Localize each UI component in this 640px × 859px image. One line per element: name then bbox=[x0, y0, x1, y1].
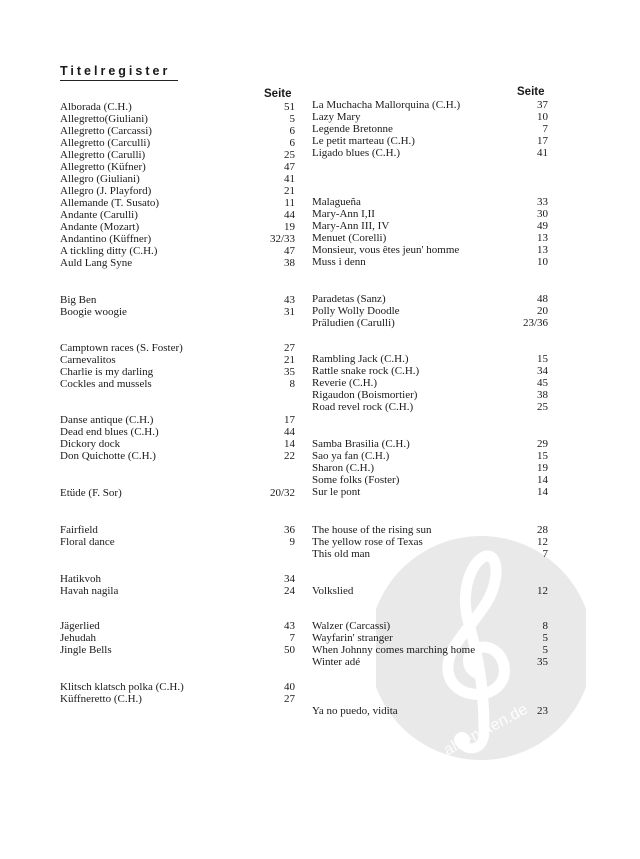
entry-title: Alborada (C.H.) bbox=[60, 101, 132, 113]
entry-title: Mary-Ann III, IV bbox=[312, 220, 390, 232]
index-entry bbox=[312, 438, 548, 450]
entry-page: 50 bbox=[284, 644, 295, 656]
entry-page: 34 bbox=[284, 573, 295, 585]
entry-title: Rigaudon (Boismortier) bbox=[312, 389, 418, 401]
entry-title: Präludien (Carulli) bbox=[312, 317, 395, 329]
index-entry bbox=[312, 656, 548, 668]
index-entry bbox=[60, 366, 295, 378]
entry-page: 29 bbox=[537, 438, 548, 450]
entry-title: Allegretto(Giuliani) bbox=[60, 113, 148, 125]
index-entry bbox=[60, 245, 295, 257]
index-entry bbox=[312, 450, 548, 462]
entry-page: 31 bbox=[284, 306, 295, 318]
entry-page: 32/33 bbox=[269, 233, 295, 245]
entry-title: Sur le pont bbox=[312, 486, 361, 498]
index-entry bbox=[60, 161, 295, 173]
entry-page: 41 bbox=[284, 173, 295, 185]
entry-page: 14 bbox=[284, 438, 295, 450]
index-entry bbox=[60, 113, 295, 125]
left-column bbox=[60, 0, 295, 859]
entry-title: Mary-Ann I,II bbox=[312, 208, 375, 220]
entry-title: Le petit marteau (C.H.) bbox=[312, 135, 415, 147]
entry-title: Auld Lang Syne bbox=[60, 257, 133, 269]
entry-page: 5 bbox=[542, 632, 548, 644]
entry-title: Allemande (T. Susato) bbox=[60, 197, 160, 209]
index-entry bbox=[60, 585, 295, 597]
entry-title: Volkslied bbox=[312, 585, 354, 597]
entry-page: 21 bbox=[284, 185, 295, 197]
index-entry bbox=[312, 524, 548, 536]
entry-title: Monsieur, vous êtes jeun' homme bbox=[312, 244, 460, 256]
entry-page: 45 bbox=[537, 377, 548, 389]
index-entry bbox=[60, 125, 295, 137]
entry-title: Boogie woogie bbox=[60, 306, 127, 318]
entry-title: Polly Wolly Doodle bbox=[312, 305, 400, 317]
index-entry bbox=[312, 147, 548, 159]
entry-page: 20 bbox=[537, 305, 548, 317]
index-entry bbox=[312, 585, 548, 597]
index-entry bbox=[312, 293, 548, 305]
entry-page: 36 bbox=[284, 524, 295, 536]
index-entry bbox=[60, 524, 295, 536]
index-entry bbox=[60, 233, 295, 245]
entry-title: Reverie (C.H.) bbox=[312, 377, 378, 389]
index-entry bbox=[312, 620, 548, 632]
entry-title: Samba Brasilia (C.H.) bbox=[312, 438, 410, 450]
entry-title: Havah nagila bbox=[60, 585, 119, 597]
entry-title: Road revel rock (C.H.) bbox=[312, 401, 414, 413]
entry-page: 35 bbox=[537, 656, 548, 668]
entry-title: Malagueña bbox=[312, 196, 361, 208]
entry-title: Floral dance bbox=[60, 536, 115, 548]
entry-page: 44 bbox=[284, 209, 295, 221]
entry-page: 35 bbox=[284, 366, 295, 378]
index-entry bbox=[60, 137, 295, 149]
index-entry bbox=[60, 378, 295, 390]
entry-page: 25 bbox=[537, 401, 548, 413]
index-entry bbox=[60, 414, 295, 426]
entry-title: Ya no puedo, vidita bbox=[312, 705, 398, 717]
entry-title: Winter adé bbox=[312, 656, 361, 668]
index-entry bbox=[312, 389, 548, 401]
entry-page: 43 bbox=[284, 620, 295, 632]
entry-title: Küffneretto (C.H.) bbox=[60, 693, 142, 705]
index-entry bbox=[312, 377, 548, 389]
entry-title: Klitsch klatsch polka (C.H.) bbox=[60, 681, 184, 693]
entry-title: Wayfarin' stranger bbox=[312, 632, 393, 644]
index-entry bbox=[60, 620, 295, 632]
entry-page: 6 bbox=[289, 125, 295, 137]
entry-page: 15 bbox=[537, 353, 548, 365]
entry-page: 15 bbox=[537, 450, 548, 462]
index-entry bbox=[60, 426, 295, 438]
index-entry bbox=[312, 462, 548, 474]
entry-page: 38 bbox=[537, 389, 548, 401]
index-entry bbox=[312, 99, 548, 111]
entry-page: 13 bbox=[537, 244, 548, 256]
entry-title: Cockles and mussels bbox=[60, 378, 152, 390]
index-entry bbox=[60, 573, 295, 585]
index-entry bbox=[312, 644, 548, 656]
entry-title: Allegretto (Carcassi) bbox=[60, 125, 152, 137]
entry-page: 27 bbox=[284, 342, 295, 354]
page-title: Titelregister bbox=[60, 64, 171, 78]
entry-title: Etüde (F. Sor) bbox=[60, 487, 122, 499]
entry-page: 7 bbox=[289, 632, 295, 644]
entry-page: 33 bbox=[537, 196, 548, 208]
entry-page: 28 bbox=[537, 524, 548, 536]
index-entry bbox=[312, 353, 548, 365]
index-entry bbox=[312, 256, 548, 268]
index-entry bbox=[60, 221, 295, 233]
entry-page: 49 bbox=[537, 220, 548, 232]
index-entry bbox=[60, 197, 295, 209]
entry-page: 19 bbox=[537, 462, 548, 474]
index-entry bbox=[60, 632, 295, 644]
entry-page: 11 bbox=[284, 197, 295, 209]
index-entry bbox=[60, 681, 295, 693]
index-entry bbox=[60, 149, 295, 161]
entry-page: 41 bbox=[537, 147, 548, 159]
index-entry bbox=[60, 209, 295, 221]
entry-page: 27 bbox=[284, 693, 295, 705]
entry-page: 51 bbox=[284, 101, 295, 113]
seite-header-right: Seite bbox=[517, 86, 545, 98]
entry-title: Dickory dock bbox=[60, 438, 121, 450]
entry-page: 17 bbox=[537, 135, 548, 147]
entry-page: 7 bbox=[542, 548, 548, 560]
entry-title: Rattle snake rock (C.H.) bbox=[312, 365, 420, 377]
entry-page: 47 bbox=[284, 245, 295, 257]
entry-title: Andantino (Küffner) bbox=[60, 233, 152, 245]
entry-page: 43 bbox=[284, 294, 295, 306]
entry-page: 40 bbox=[284, 681, 295, 693]
entry-title: Big Ben bbox=[60, 294, 97, 306]
entry-page: 37 bbox=[537, 99, 548, 111]
entry-page: 8 bbox=[289, 378, 295, 390]
index-entry bbox=[312, 220, 548, 232]
entry-page: 30 bbox=[537, 208, 548, 220]
entry-title: Fairfield bbox=[60, 524, 98, 536]
entry-page: 47 bbox=[284, 161, 295, 173]
index-entry bbox=[60, 450, 295, 462]
entry-page: 5 bbox=[542, 644, 548, 656]
index-entry bbox=[312, 401, 548, 413]
entry-title: This old man bbox=[312, 548, 371, 560]
seite-header-left: Seite bbox=[264, 88, 292, 100]
entry-title: Sao ya fan (C.H.) bbox=[312, 450, 390, 462]
entry-title: Rambling Jack (C.H.) bbox=[312, 353, 409, 365]
entry-page: 20/32 bbox=[269, 487, 295, 499]
index-entry bbox=[312, 208, 548, 220]
entry-page: 25 bbox=[284, 149, 295, 161]
entry-page: 12 bbox=[537, 536, 548, 548]
entry-page: 8 bbox=[542, 620, 548, 632]
entry-page: 17 bbox=[284, 414, 295, 426]
index-entry bbox=[312, 705, 548, 717]
entry-page: 10 bbox=[537, 256, 548, 268]
entry-page: 10 bbox=[537, 111, 548, 123]
index-entry bbox=[60, 342, 295, 354]
index-entry bbox=[312, 365, 548, 377]
entry-title: Allegro (J. Playford) bbox=[60, 185, 152, 197]
index-entry bbox=[60, 354, 295, 366]
entry-title: The yellow rose of Texas bbox=[312, 536, 423, 548]
entry-page: 13 bbox=[537, 232, 548, 244]
entry-title: Camptown races (S. Foster) bbox=[60, 342, 183, 354]
watermark-text: alle-noten.de bbox=[441, 700, 531, 760]
index-entry bbox=[312, 632, 548, 644]
index-entry bbox=[312, 111, 548, 123]
index-entry bbox=[60, 536, 295, 548]
entry-title: Charlie is my darling bbox=[60, 366, 154, 378]
entry-title: Danse antique (C.H.) bbox=[60, 414, 154, 426]
index-entry bbox=[60, 438, 295, 450]
entry-title: Don Quichotte (C.H.) bbox=[60, 450, 156, 462]
entry-page: 6 bbox=[289, 137, 295, 149]
index-entry bbox=[60, 644, 295, 656]
index-entry bbox=[60, 487, 295, 499]
entry-page: 23/36 bbox=[522, 317, 548, 329]
index-entry bbox=[312, 232, 548, 244]
entry-page: 48 bbox=[537, 293, 548, 305]
index-entry bbox=[60, 294, 295, 306]
entry-page: 14 bbox=[537, 474, 548, 486]
index-entry bbox=[312, 305, 548, 317]
index-entry bbox=[312, 135, 548, 147]
entry-title: Allegretto (Carulli) bbox=[60, 149, 146, 161]
entry-title: Hatikvoh bbox=[60, 573, 101, 585]
entry-title: Allegretto (Carculli) bbox=[60, 137, 151, 149]
entry-page: 9 bbox=[289, 536, 295, 548]
index-entry bbox=[312, 244, 548, 256]
entry-title: Sharon (C.H.) bbox=[312, 462, 375, 474]
entry-title: Allegro (Giuliani) bbox=[60, 173, 140, 185]
index-entry bbox=[60, 693, 295, 705]
index-entry bbox=[312, 548, 548, 560]
entry-page: 19 bbox=[284, 221, 295, 233]
index-entry bbox=[60, 101, 295, 113]
entry-title: La Muchacha Mallorquina (C.H.) bbox=[312, 99, 461, 111]
entry-title: When Johnny comes marching home bbox=[312, 644, 476, 656]
entry-title: Lazy Mary bbox=[312, 111, 361, 123]
index-entry bbox=[60, 173, 295, 185]
entry-title: Menuet (Corelli) bbox=[312, 232, 387, 244]
index-entry bbox=[312, 123, 548, 135]
entry-title: Some folks (Foster) bbox=[312, 474, 400, 486]
index-entry bbox=[60, 185, 295, 197]
right-column bbox=[312, 0, 548, 859]
entry-page: 5 bbox=[289, 113, 295, 125]
index-entry bbox=[312, 317, 548, 329]
index-entry bbox=[60, 257, 295, 269]
entry-page: 14 bbox=[537, 486, 548, 498]
entry-title: Ligado blues (C.H.) bbox=[312, 147, 400, 159]
entry-page: 34 bbox=[537, 365, 548, 377]
entry-title: Andante (Carulli) bbox=[60, 209, 138, 221]
entry-title: Allegretto (Küfner) bbox=[60, 161, 146, 173]
entry-title: The house of the rising sun bbox=[312, 524, 432, 536]
entry-title: Jägerlied bbox=[60, 620, 100, 632]
index-entry bbox=[312, 486, 548, 498]
entry-title: Dead end blues (C.H.) bbox=[60, 426, 159, 438]
entry-title: Jingle Bells bbox=[60, 644, 112, 656]
entry-page: 7 bbox=[542, 123, 548, 135]
entry-page: 44 bbox=[284, 426, 295, 438]
entry-title: Paradetas (Sanz) bbox=[312, 293, 386, 305]
entry-title: Andante (Mozart) bbox=[60, 221, 140, 233]
entry-page: 38 bbox=[284, 257, 295, 269]
entry-page: 12 bbox=[537, 585, 548, 597]
entry-title: Walzer (Carcassi) bbox=[312, 620, 391, 632]
index-entry bbox=[312, 474, 548, 486]
entry-page: 23 bbox=[537, 705, 548, 717]
entry-title: Carnevalitos bbox=[60, 354, 116, 366]
entry-page: 24 bbox=[284, 585, 295, 597]
index-entry bbox=[312, 196, 548, 208]
entry-title: Jehudah bbox=[60, 632, 97, 644]
index-entry bbox=[60, 306, 295, 318]
index-entry bbox=[312, 536, 548, 548]
entry-page: 21 bbox=[284, 354, 295, 366]
entry-title: A tickling ditty (C.H.) bbox=[60, 245, 158, 257]
entry-page: 22 bbox=[284, 450, 295, 462]
entry-title: Legende Bretonne bbox=[312, 123, 393, 135]
entry-title: Muss i denn bbox=[312, 256, 366, 268]
